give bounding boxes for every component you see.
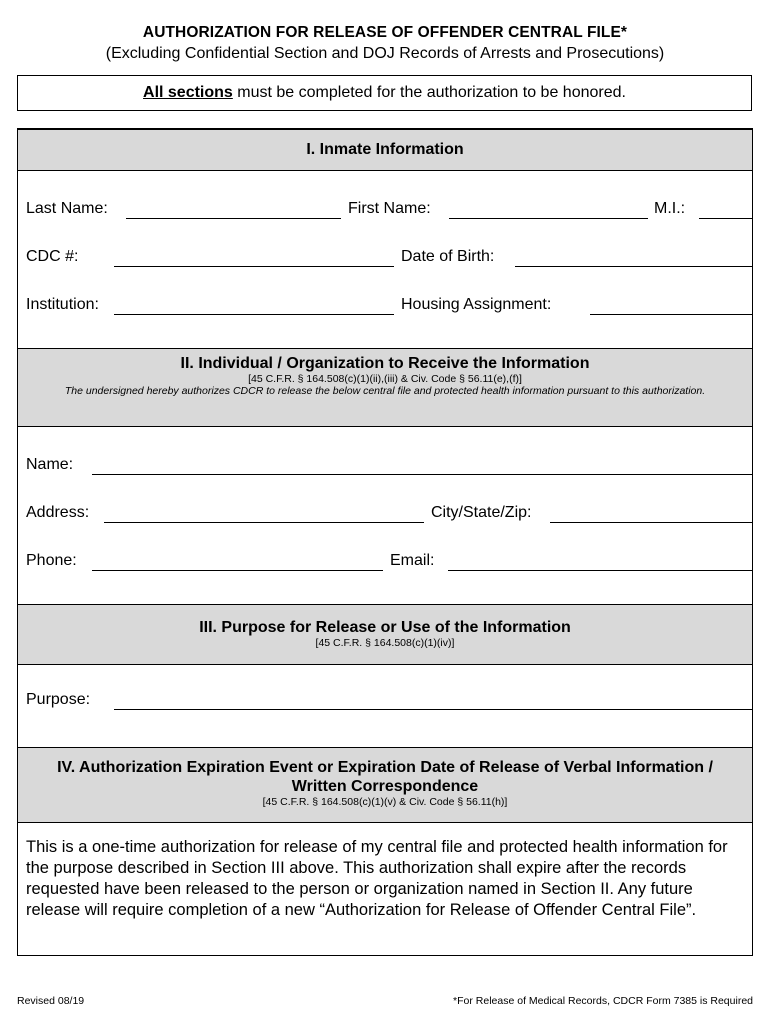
section-4-heading: IV. Authorization Expiration Event or Expiration Date of Release of Verbal Information / Written Correspondence [57, 759, 713, 795]
row-recipient-name [18, 456, 752, 478]
expiration-statement: This is a one-time authorization for release of my central file and protected health information for the purpose described in Section III above. This authorization shall expire after the records requested have been released to the person or organization named in Section II. Any future release will require completion of a new “Authorization for Release of Offender Central File”. [26, 838, 728, 919]
first-name-label: First Name: [348, 200, 431, 217]
institution-field[interactable] [114, 314, 394, 315]
section-4-reference: [45 C.F.R. § 164.508(c)(1)(v) & Civ. Code § 56.11(h)] [262, 796, 508, 808]
dob-field[interactable] [515, 266, 752, 267]
section-2-header [18, 348, 752, 427]
section-1-heading: I. Inmate Information [306, 141, 464, 158]
notice-emphasis: All sections [143, 84, 233, 101]
first-name-field[interactable] [449, 218, 648, 219]
form-subtitle: (Excluding Confidential Section and DOJ Records of Arrests and Prosecutions) [105, 45, 665, 62]
email-field[interactable] [448, 570, 752, 571]
last-name-field[interactable] [126, 218, 341, 219]
footnote: *For Release of Medical Records, CDCR Form 7385 is Required [453, 995, 753, 1007]
email-label: Email: [390, 552, 435, 569]
row-cdc [18, 248, 752, 270]
row-name [18, 200, 752, 222]
address-label: Address: [26, 504, 90, 521]
purpose-label: Purpose: [26, 691, 91, 708]
dob-label: Date of Birth: [401, 248, 495, 265]
recipient-name-label: Name: [26, 456, 74, 473]
form-title: AUTHORIZATION FOR RELEASE OF OFFENDER CENTRAL FILE* [142, 24, 628, 41]
section-2-reference: [45 C.F.R. § 164.508(c)(1)(ii),(iii) & Civ. Code § 56.11(e),(f)] [248, 373, 522, 385]
section-2-note: The undersigned hereby authorizes CDCR to release the below central file and protected health information pursuant to this authorization. [64, 385, 706, 397]
completion-notice [17, 75, 752, 111]
section-4-header [18, 747, 752, 823]
revision-date: Revised 08/19 [17, 995, 85, 1007]
section-3-reference: [45 C.F.R. § 164.508(c)(1)(iv)] [315, 637, 455, 649]
city-field[interactable] [550, 522, 752, 523]
institution-label: Institution: [26, 296, 99, 313]
cdc-label: CDC #: [26, 248, 79, 265]
phone-field[interactable] [92, 570, 383, 571]
housing-field[interactable] [590, 314, 752, 315]
section-3-heading: III. Purpose for Release or Use of the Information [199, 619, 571, 636]
section-3-header [18, 604, 752, 665]
row-address [18, 504, 752, 526]
address-field[interactable] [104, 522, 424, 523]
notice-text: must be completed for the authorization to be honored. [232, 84, 626, 101]
city-label: City/State/Zip: [431, 504, 532, 521]
purpose-field[interactable] [114, 709, 752, 710]
authorization-form [17, 128, 753, 956]
row-institution [18, 296, 752, 318]
row-phone [18, 552, 752, 574]
section-1-header [18, 129, 752, 171]
recipient-name-field[interactable] [92, 474, 752, 475]
phone-label: Phone: [26, 552, 77, 569]
row-purpose [18, 691, 752, 713]
section-2-heading: II. Individual / Organization to Receive the Information [180, 355, 590, 372]
last-name-label: Last Name: [26, 200, 108, 217]
mi-field[interactable] [699, 218, 752, 219]
housing-label: Housing Assignment: [401, 296, 552, 313]
mi-label: M.I.: [654, 200, 686, 217]
cdc-field[interactable] [114, 266, 394, 267]
